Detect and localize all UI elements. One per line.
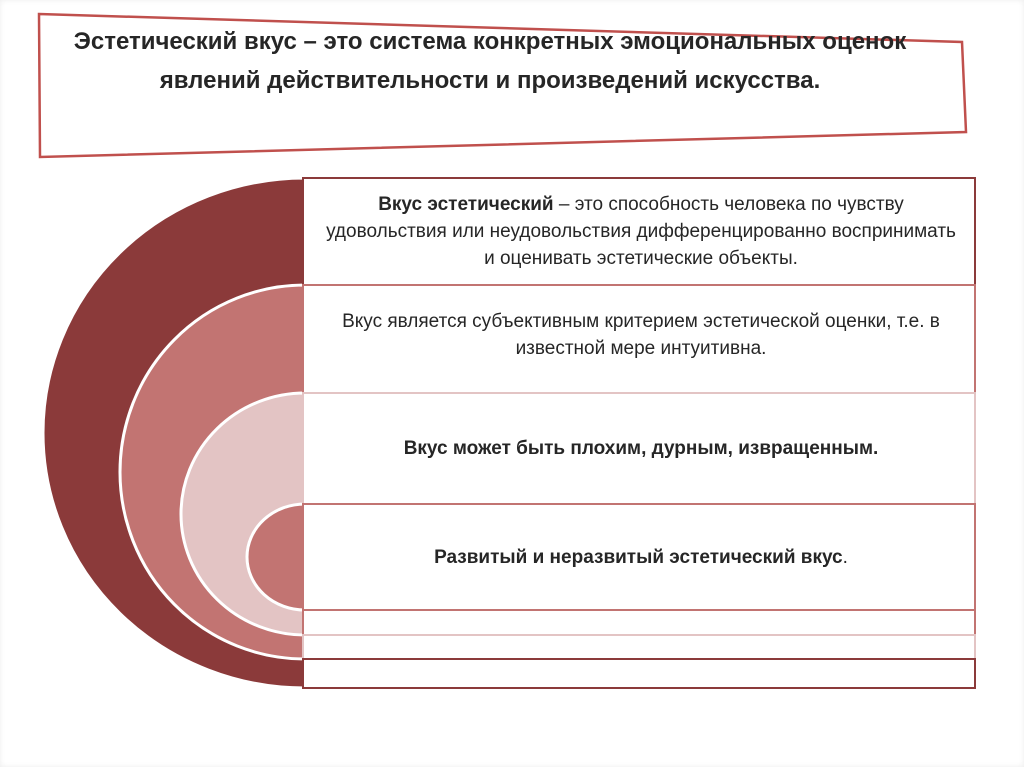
- strip-2: [303, 635, 975, 659]
- developed-taste-tail: .: [842, 546, 848, 568]
- bad-taste-body: Вкус может быть плохим, дурным, извращенным.: [403, 438, 879, 459]
- subjective-criterion-text: [310, 285, 972, 385]
- strip-3: [303, 659, 975, 688]
- strip-1: [303, 610, 975, 635]
- slide-title: Эстетический вкус – это система конкретных эмоциональных оценок явлений действительности и произведений искусства.: [73, 28, 907, 94]
- definition-term: Вкус эстетический: [378, 194, 554, 215]
- bad-taste-text: [310, 393, 972, 504]
- developed-taste-text: [310, 504, 972, 610]
- definition-text: [310, 178, 972, 285]
- developed-taste-body: Развитый и неразвитый эстетический вкус: [434, 546, 843, 568]
- definition-body: – это способность человека по чувству удовольствия или неудовольствия дифференцированно воспринимать и оценивать эстетические объекты.: [326, 194, 956, 269]
- subjective-criterion-body: Вкус является субъективным критерием эстетической оценки, т.е. в известной мере интуитивна.: [342, 311, 940, 359]
